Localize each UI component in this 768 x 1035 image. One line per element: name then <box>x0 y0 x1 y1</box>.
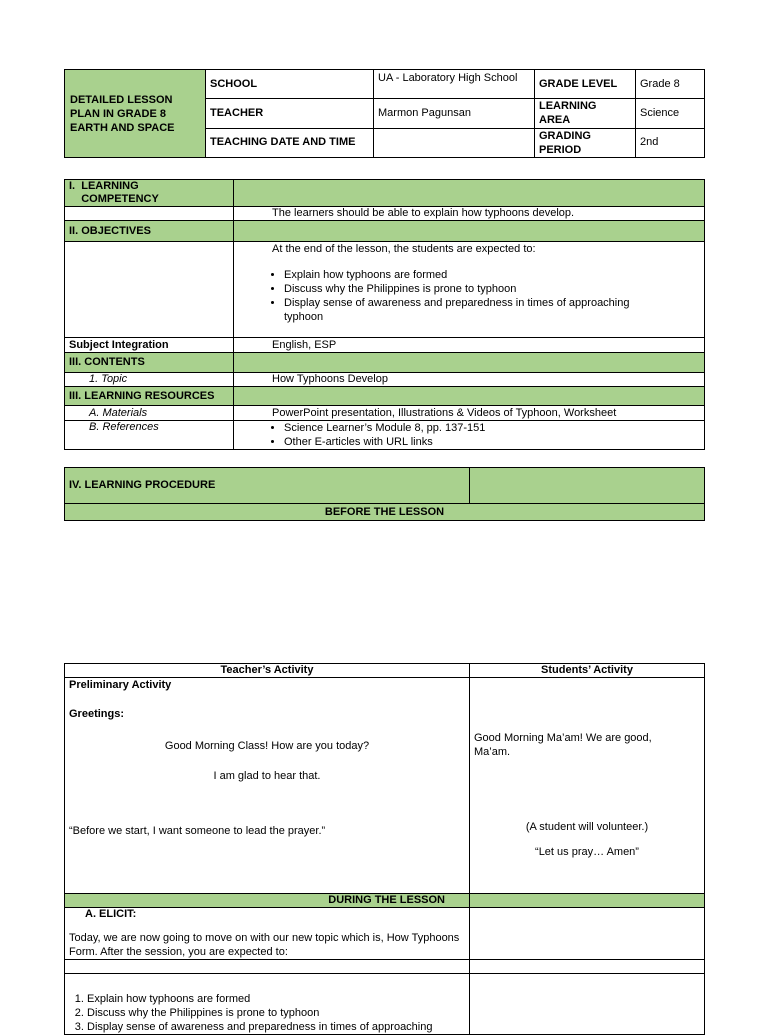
resources-heading-fill <box>234 387 705 406</box>
competency-text: The learners should be able to explain how typhoons develop. <box>234 207 705 221</box>
preliminary-activity: Preliminary Activity <box>69 679 172 691</box>
grading-period-value: 2nd <box>636 128 705 157</box>
references-label: B. References <box>65 421 234 450</box>
materials-label: A. Materials <box>65 406 234 421</box>
learning-area-value: Science <box>636 99 705 128</box>
objective-item: • Explain how typhoons are formed <box>284 268 700 282</box>
teaching-date-value <box>374 128 535 157</box>
teaching-date-label: TEACHING DATE AND TIME <box>206 128 374 157</box>
teacher-activity-cell <box>65 678 470 894</box>
competency-heading-fill <box>234 180 705 207</box>
school-label: SCHOOL <box>206 70 374 99</box>
reference-item: • Science Learner’s Module 8, pp. 137-151 <box>284 421 700 435</box>
teacher-value: Marmon Pagunsan <box>374 99 535 128</box>
objectives-intro: At the end of the lesson, the students are expected to: <box>272 243 536 255</box>
objectives-blank <box>65 242 234 338</box>
learning-area-label: LEARNING AREA <box>535 99 636 128</box>
grade-level-value: Grade 8 <box>636 70 705 99</box>
greetings-label: Greetings: <box>69 708 125 720</box>
objectives-heading-fill <box>234 221 705 242</box>
school-value: UA - Laboratory High School <box>374 70 535 99</box>
student-prayer: “Let us pray… Amen” <box>535 846 639 858</box>
student-volunteer: (A student will volunteer.) <box>525 821 649 833</box>
subject-integration-value: English, ESP <box>234 338 705 353</box>
elicit-cell <box>65 908 470 960</box>
contents-heading: III. CONTENTS <box>65 353 234 373</box>
elicit-list-student-cell <box>470 974 705 1035</box>
elicit-text: Today, we are now going to move on with our new topic which is, How Typhoons Form. After the session, you are expected to: <box>69 932 460 958</box>
subject-integration-label: Subject Integration <box>65 338 234 353</box>
teacher-activity-header: Teacher’s Activity <box>65 664 470 678</box>
elicit-heading: A. ELICIT: <box>85 908 137 920</box>
elicit-student-cell <box>470 908 705 960</box>
elicit-objective-item: 2. Discuss why the Philippines is prone to typhoon <box>87 1006 465 1020</box>
teacher-label: TEACHER <box>206 99 374 128</box>
topic-label: 1. Topic <box>65 373 234 387</box>
learning-procedure-fill <box>470 468 705 504</box>
elicit-blank-row <box>65 960 470 974</box>
procedure-table <box>64 467 705 521</box>
elicit-list-cell <box>65 974 470 1035</box>
reference-item: • Other E-articles with URL links <box>284 435 700 449</box>
teacher-greeting: Good Morning Class! How are you today? <box>164 740 370 752</box>
contents-heading-fill <box>234 353 705 373</box>
objectives-heading: II. OBJECTIVES <box>65 221 234 242</box>
references-cell <box>234 421 705 450</box>
competency-blank <box>65 207 234 221</box>
activity-table <box>64 663 705 1033</box>
during-lesson-heading: DURING THE LESSON <box>65 894 470 908</box>
objectives-list <box>272 268 700 324</box>
during-lesson-fill <box>470 894 705 908</box>
references-list <box>272 421 700 449</box>
teacher-prayer-request: “Before we start, I want someone to lead the prayer.” <box>69 825 326 837</box>
objectives-cell <box>234 242 705 338</box>
competency-heading: I. LEARNING COMPETENCY <box>65 180 234 207</box>
elicit-blank-row-student <box>470 960 705 974</box>
before-lesson-heading: BEFORE THE LESSON <box>65 504 705 521</box>
lesson-plan-title: DETAILED LESSON PLAN IN GRADE 8 EARTH AND SPACE <box>65 70 206 158</box>
objective-item: • Discuss why the Philippines is prone to typhoon <box>284 282 700 296</box>
topic-value: How Typhoons Develop <box>234 373 705 387</box>
header-table <box>64 69 705 158</box>
students-activity-header: Students’ Activity <box>470 664 705 678</box>
elicit-objective-item: 1. Explain how typhoons are formed <box>87 992 465 1006</box>
elicit-objective-item: 3. Display sense of awareness and preparedness in times of approaching <box>87 1020 465 1034</box>
student-activity-cell <box>470 678 705 894</box>
grading-period-label: GRADING PERIOD <box>535 128 636 157</box>
grade-level-label: GRADE LEVEL <box>535 70 636 99</box>
learning-procedure-heading: IV. LEARNING PROCEDURE <box>65 468 470 504</box>
plan-table <box>64 179 705 450</box>
student-greeting: Good Morning Ma’am! We are good, Ma’am. <box>474 732 652 758</box>
materials-value: PowerPoint presentation, Illustrations & Videos of Typhoon, Worksheet <box>234 406 705 421</box>
objective-item: • Display sense of awareness and preparedness in times of approaching typhoon <box>284 296 664 324</box>
elicit-objectives-list <box>69 992 465 1034</box>
teacher-glad: I am glad to hear that. <box>213 770 321 782</box>
resources-heading: III. LEARNING RESOURCES <box>65 387 234 406</box>
